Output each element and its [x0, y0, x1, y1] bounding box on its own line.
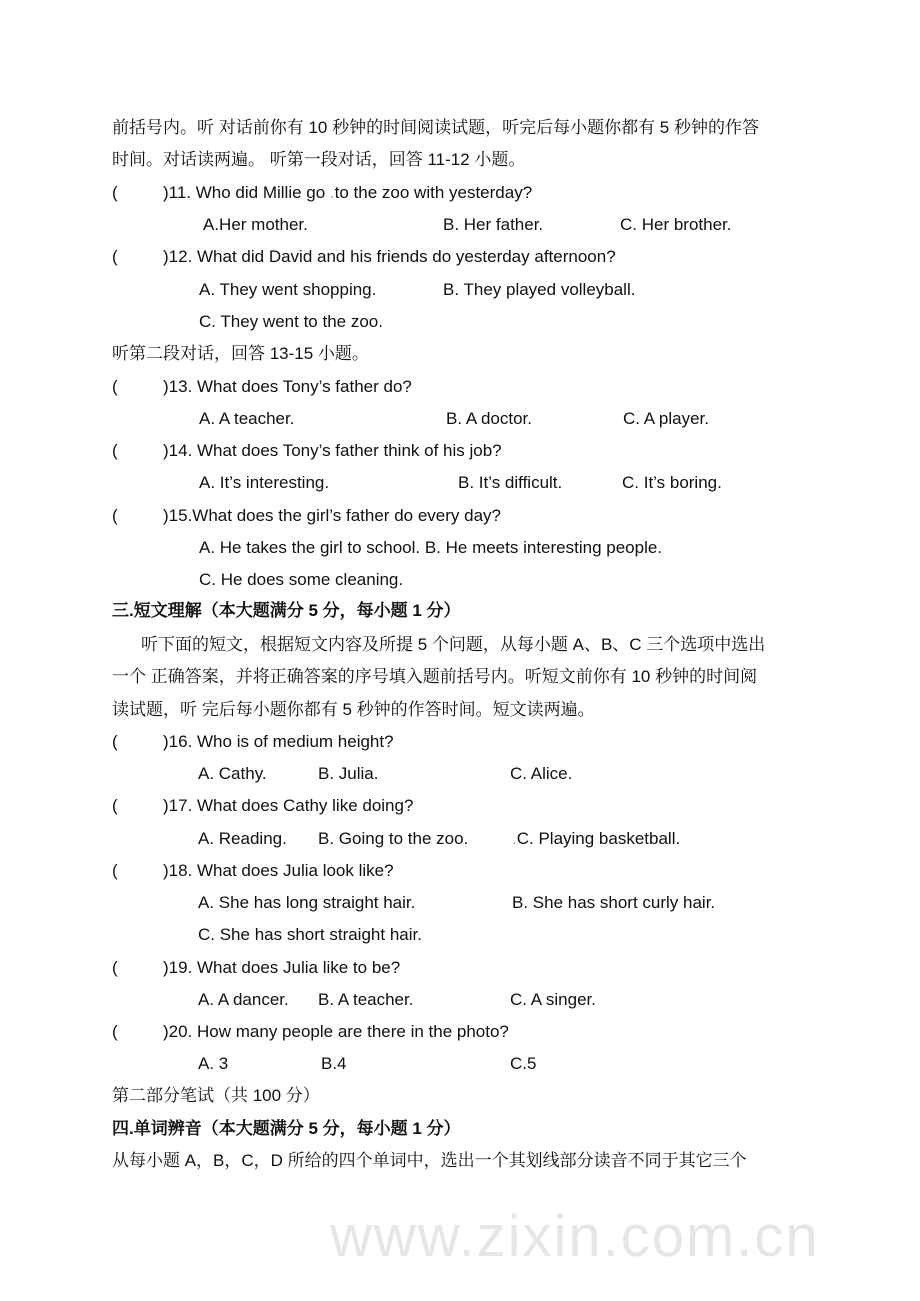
watermark: www.zixin.com.cn: [330, 1204, 820, 1269]
answer-paren: (: [112, 506, 118, 525]
question-18: )18. What does Julia look like?: [163, 861, 394, 880]
option-b: B. She has short curly hair.: [512, 893, 716, 912]
question-13: )13. What does Tony’s father do?: [163, 377, 412, 396]
instructions-line: 从每小题 A，B，C，D 所给的四个单词中，选出一个其划线部分读音不同于其它三个: [112, 1151, 747, 1170]
question-text: to the zoo with yesterday?: [334, 183, 533, 202]
question-text: )11. Who did Millie go: [163, 183, 326, 202]
option-c: C. It’s boring.: [622, 473, 722, 492]
option-b: B. They played volleyball.: [443, 280, 636, 299]
section-heading: 听第二段对话，回答 13-15 小题。: [112, 344, 369, 363]
option-a: A. Reading.: [198, 829, 287, 848]
option-b: B. It’s difficult.: [458, 473, 563, 492]
answer-paren: (: [112, 861, 118, 880]
question-17: )17. What does Cathy like doing?: [163, 796, 414, 815]
answer-paren: (: [112, 183, 118, 202]
intro-line: 前括号内。听 对话前你有 10 秒钟的时间阅读试题，听完后每小题你都有 5 秒钟的作答: [112, 118, 759, 137]
question-15: )15.What does the girl’s father do every day?: [163, 506, 501, 525]
instructions-line: 读试题，听 完后每小题你都有 5 秒钟的作答时间。短文读两遍。: [112, 700, 595, 719]
mark: .: [325, 183, 335, 202]
answer-paren: (: [112, 247, 118, 266]
option-b: B. Going to the zoo.: [318, 829, 469, 848]
answer-paren: (: [112, 377, 118, 396]
option-c: C. Her brother.: [620, 215, 732, 234]
option-a: A. A dancer.: [198, 990, 289, 1009]
answer-paren: (: [112, 1022, 118, 1041]
question-19: )19. What does Julia like to be?: [163, 958, 401, 977]
option-a: A. Cathy.: [198, 764, 267, 783]
section-title: 三.短文理解（本大题满分 5 分，每小题 1 分）: [112, 601, 461, 620]
option-b: B.4: [321, 1054, 347, 1073]
intro-line: 时间。对话读两遍。 听第一段对话，回答 11-12 小题。: [112, 150, 526, 169]
option-c: C. A player.: [623, 409, 709, 428]
question-16: )16. Who is of medium height?: [163, 732, 394, 751]
question-12: )12. What did David and his friends do yesterday afternoon?: [163, 247, 616, 266]
answer-paren: (: [112, 441, 118, 460]
mark: .: [512, 829, 517, 848]
option-c: C. A singer.: [510, 990, 596, 1009]
option-c: C. Playing basketball.: [516, 829, 681, 848]
question-11: [163, 183, 532, 203]
part-title: 第二部分笔试（共 100 分）: [112, 1086, 320, 1105]
option-c-row: [512, 829, 680, 849]
option-a: A. It’s interesting.: [199, 473, 330, 492]
instructions-line: 一个 正确答案，并将正确答案的序号填入题前括号内。听短文前你有 10 秒钟的时间阅: [112, 667, 758, 686]
option-b: B. Her father.: [443, 215, 544, 234]
answer-paren: (: [112, 796, 118, 815]
answer-paren: (: [112, 732, 118, 751]
option-a: A. They went shopping.: [199, 280, 377, 299]
option-a: A.Her mother.: [203, 215, 308, 234]
option-b: B. A teacher.: [318, 990, 414, 1009]
option-c: C. They went to the zoo.: [199, 312, 383, 331]
option-a: A. A teacher.: [199, 409, 295, 428]
option-b: B. Julia.: [318, 764, 379, 783]
instructions-line: 听下面的短文，根据短文内容及所提 5 个问题，从每小题 A、B、C 三个选项中选出: [141, 635, 766, 654]
option-c: C.5: [510, 1054, 537, 1073]
section-title: 四.单词辨音（本大题满分 5 分，每小题 1 分）: [112, 1119, 461, 1138]
answer-paren: (: [112, 958, 118, 977]
option-c: C. She has short straight hair.: [198, 925, 422, 944]
option-c: C. He does some cleaning.: [199, 570, 404, 589]
question-20: )20. How many people are there in the photo?: [163, 1022, 509, 1041]
option-b: B. A doctor.: [446, 409, 533, 428]
option-a: A. 3: [198, 1054, 229, 1073]
question-14: )14. What does Tony’s father think of his job?: [163, 441, 502, 460]
option-a: A. She has long straight hair.: [198, 893, 416, 912]
option-c: C. Alice.: [510, 764, 573, 783]
option-a-b: A. He takes the girl to school. B. He meets interesting people.: [199, 538, 663, 557]
